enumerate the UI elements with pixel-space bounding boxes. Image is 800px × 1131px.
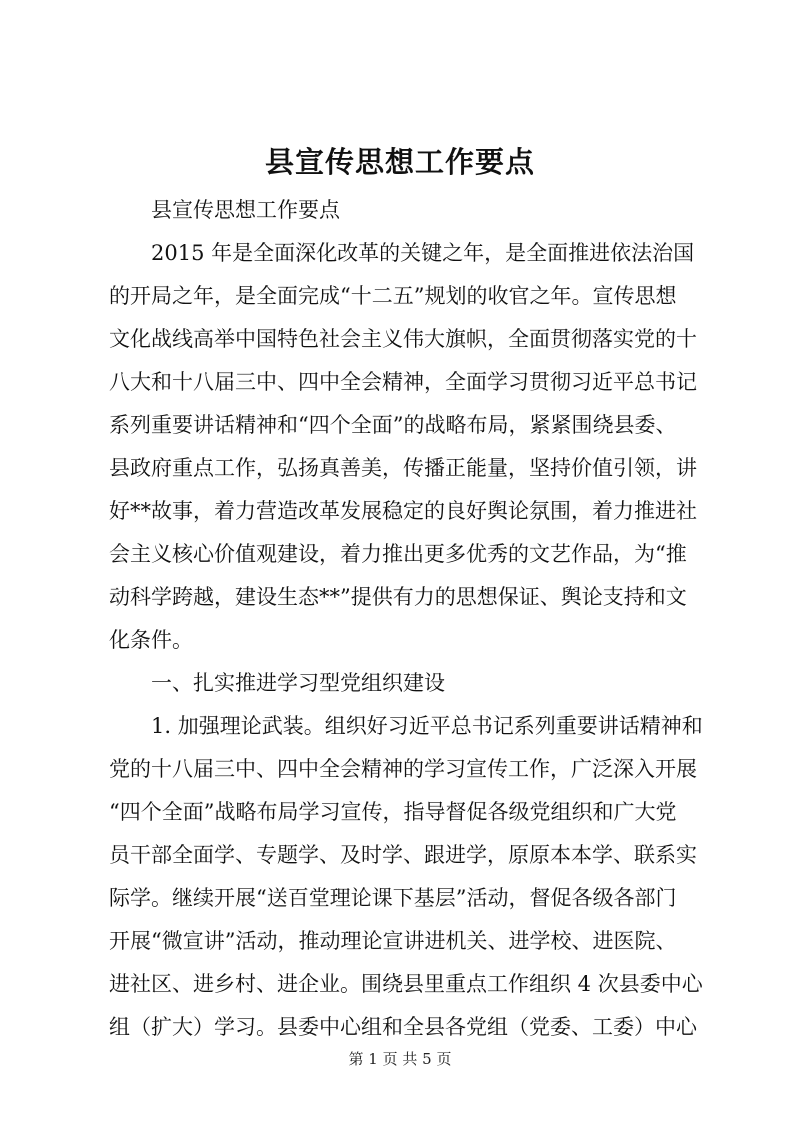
text-line: 系列重要讲话精神和“四个全面”的战略布局，紧紧围绕县委、 bbox=[109, 413, 677, 437]
text-line: 开展“微宣讲”活动，推动理论宣讲进机关、进学校、进医院、 bbox=[109, 929, 677, 953]
text-line: 八大和十八届三中、四中全会精神，全面学习贯彻习近平总书记 bbox=[109, 370, 697, 394]
text-line: 1. 加强理论武装。组织好习近平总书记系列重要讲话精神和 bbox=[109, 714, 703, 738]
text-line: 际学。继续开展“送百堂理论课下基层”活动，督促各级各部门 bbox=[109, 886, 677, 910]
section-heading: 一、扎实推进学习型党组织建设 bbox=[109, 671, 445, 695]
text-line: “四个全面”战略布局学习宣传，指导督促各级党组织和广大党 bbox=[109, 800, 677, 824]
text-line: 的开局之年，是全面完成“十二五”规划的收官之年。宣传思想 bbox=[109, 284, 677, 308]
text-line: 县政府重点工作，弘扬真善美，传播正能量，坚持价值引领，讲 bbox=[109, 456, 697, 480]
text-line: 会主义核心价值观建设，着力推出更多优秀的文艺作品，为“推 bbox=[109, 542, 687, 566]
text-line: 好**故事，着力营造改革发展稳定的良好舆论氛围，着力推进社 bbox=[109, 499, 697, 523]
text-line: 2015 年是全面深化改革的关键之年，是全面推进依法治国 bbox=[109, 241, 695, 265]
document-title: 县宣传思想工作要点 bbox=[264, 145, 535, 179]
text-line: 县宣传思想工作要点 bbox=[109, 198, 340, 222]
page-number: 第 1 页 共 5 页 bbox=[348, 1050, 452, 1068]
text-line: 组（扩大）学习。县委中心组和全县各党组（党委、工委）中心 bbox=[109, 1015, 697, 1039]
text-line: 动科学跨越，建设生态**”提供有力的思想保证、舆论支持和文 bbox=[109, 585, 687, 609]
text-line: 文化战线高举中国特色社会主义伟大旗帜，全面贯彻落实党的十 bbox=[109, 327, 697, 351]
text-line: 员干部全面学、专题学、及时学、跟进学，原原本本学、联系实 bbox=[109, 843, 697, 867]
text-line: 党的十八届三中、四中全会精神的学习宣传工作，广泛深入开展 bbox=[109, 757, 697, 781]
text-line: 进社区、进乡村、进企业。围绕县里重点工作组织 4 次县委中心 bbox=[109, 972, 703, 996]
text-line: 化条件。 bbox=[109, 628, 193, 652]
